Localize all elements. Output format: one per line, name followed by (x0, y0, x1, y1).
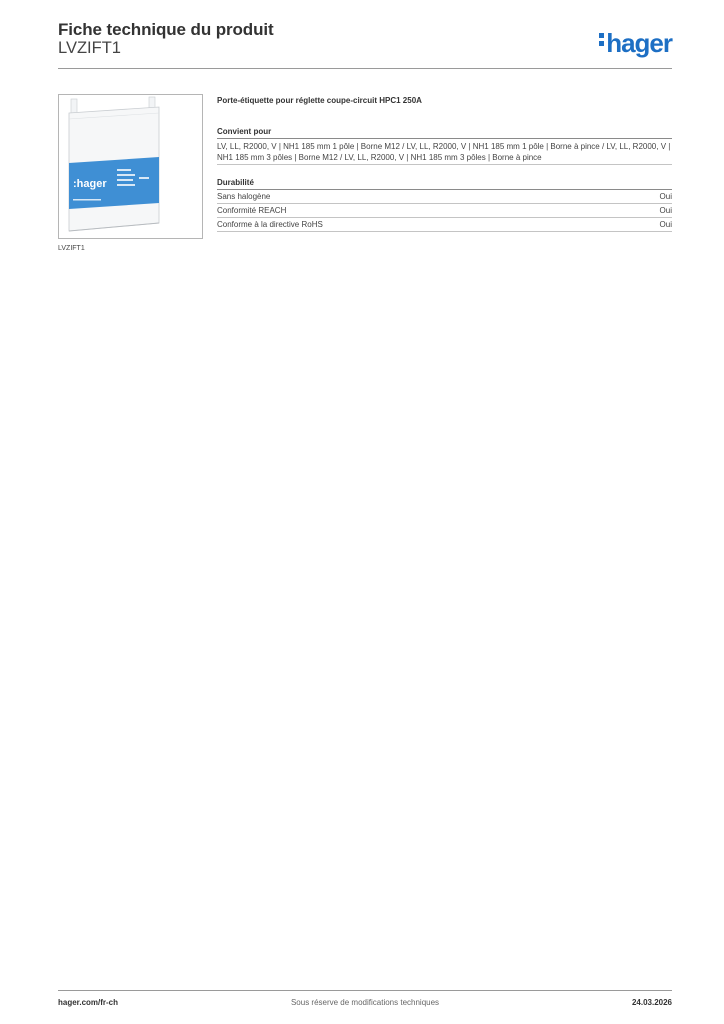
product-image-frame (58, 94, 203, 239)
section-title-convient: Convient pour (217, 127, 672, 139)
spec-row (217, 204, 672, 218)
footer-divider (58, 990, 672, 991)
image-caption: LVZIFT1 (58, 245, 85, 252)
logo-text: hager (606, 28, 672, 58)
spec-row (217, 190, 672, 204)
logo-dots-icon (599, 30, 605, 49)
spec-row (217, 218, 672, 232)
product-details (217, 96, 672, 232)
product-description: Porte-étiquette pour réglette coupe-circuit HPC1 250A (217, 96, 422, 105)
page-header (58, 20, 672, 68)
spec-label: Conformité REACH (217, 206, 287, 215)
spec-value: Oui (659, 220, 672, 229)
footer-disclaimer: Sous réserve de modifications techniques (290, 998, 440, 1007)
footer-website-link[interactable]: hager.com/fr-ch (58, 998, 119, 1007)
page-title: Fiche technique du produit (58, 20, 274, 39)
spec-value: Oui (659, 192, 672, 201)
footer-date: 24.03.2026 (631, 998, 672, 1007)
header-divider (58, 68, 672, 69)
spec-label: Sans halogène (217, 192, 271, 201)
product-reference: LVZIFT1 (58, 39, 121, 57)
compatibility-text: LV, LL, R2000, V | NH1 185 mm 1 pôle | Borne M12 / LV, LL, R2000, V | NH1 185 mm 1 pôle | Borne à pince / LV, LL, R2000, V | NH1 185 mm 3 pôles | Borne M12 / LV, LL, R2000, V | NH1 185 mm 3 pôles | Borne à pince (217, 139, 672, 165)
spec-label: Conforme à la directive RoHS (217, 220, 323, 229)
product-image (59, 95, 202, 238)
spec-value: Oui (659, 206, 672, 215)
hager-logo (599, 28, 672, 59)
section-title-durabilite: Durabilité (217, 178, 672, 190)
label-logo: :hager (73, 178, 107, 190)
